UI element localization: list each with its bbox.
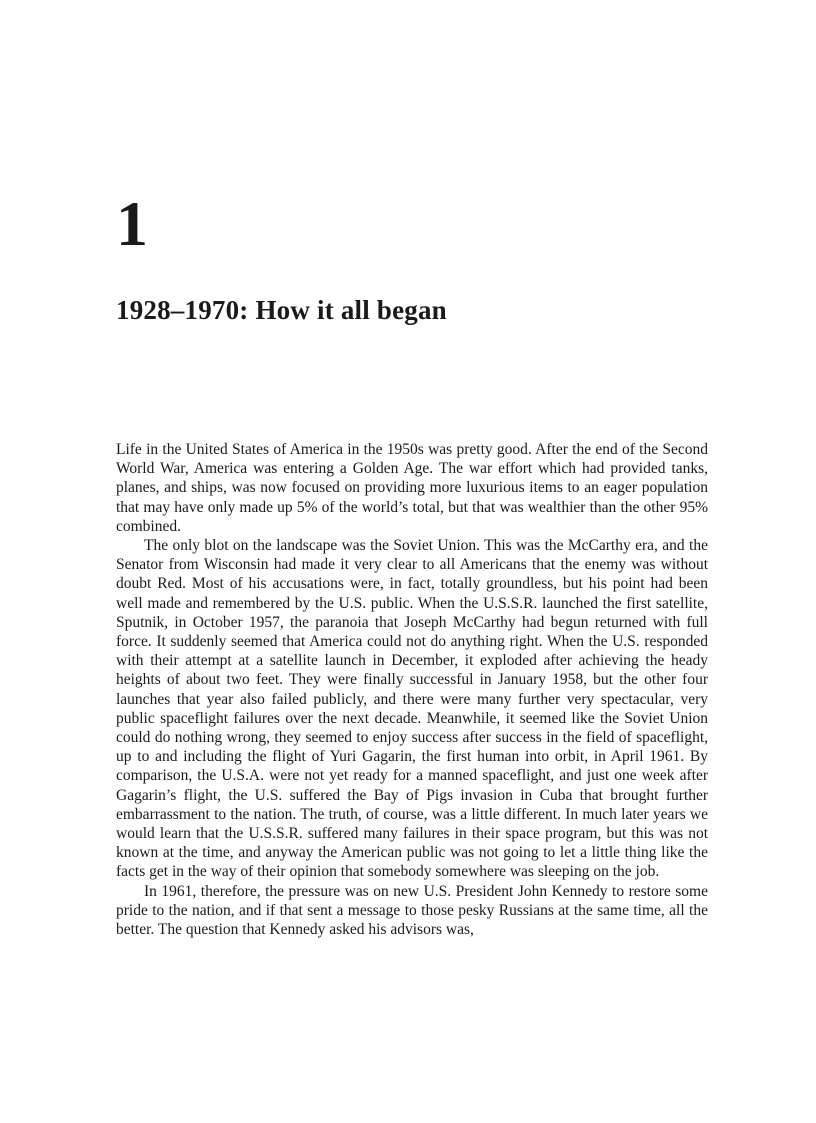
- chapter-number: 1: [116, 188, 148, 259]
- paragraph-3: In 1961, therefore, the pressure was on new U.S. President John Kennedy to restore some pride to the nation, and if that sent a message to those pesky Russians at the same time, all the better. The question that Kennedy asked his advisors was,: [116, 882, 708, 939]
- chapter-title: 1928–1970: How it all began: [116, 295, 447, 325]
- paragraph-2: The only blot on the landscape was the Soviet Union. This was the McCarthy era, and the Senator from Wisconsin had made it very clear to all Americans that the enemy was without doubt Red. Most of his accusations were, in fact, totally groundless, but his point had been well made and remembered by the U.S. public. When the U.S.S.R. launched the first satellite, Sputnik, in October 1957, the paranoia that Joseph McCarthy had begun returned with full force. It suddenly seemed that America could not do anything right. When the U.S. responded with their attempt at a satellite launch in December, it exploded after achieving the heady heights of about two feet. They were finally successful in January 1958, but the other four launches that year also failed publicly, and there were many further very spectacular, very public spaceflight failures over the next decade. Meanwhile, it seemed like the Soviet Union could do nothing wrong, they seemed to enjoy success after success in the field of spaceflight, up to and including the flight of Yuri Gagarin, the first human into orbit, in April 1961. By comparison, the U.S.A. were not yet ready for a manned spaceflight, and just one week after Gagarin’s flight, the U.S. suffered the Bay of Pigs invasion in Cuba that brought further embarrassment to the nation. The truth, of course, was a little different. In much later years we would learn that the U.S.S.R. suffered many failures in their space program, but this was not known at the time, and anyway the American public was not going to let a little thing like the facts get in the way of their opinion that somebody somewhere was sleeping on the job.: [116, 537, 708, 881]
- body-text: [116, 440, 708, 939]
- paragraph-1: Life in the United States of America in the 1950s was pretty good. After the end of the Second World War, America was entering a Golden Age. The war effort which had provided tanks, planes, and ships, was now focused on providing more luxurious items to an eager population that may have only made up 5% of the world’s total, but that was wealthier than the other 95% combined.: [116, 441, 708, 535]
